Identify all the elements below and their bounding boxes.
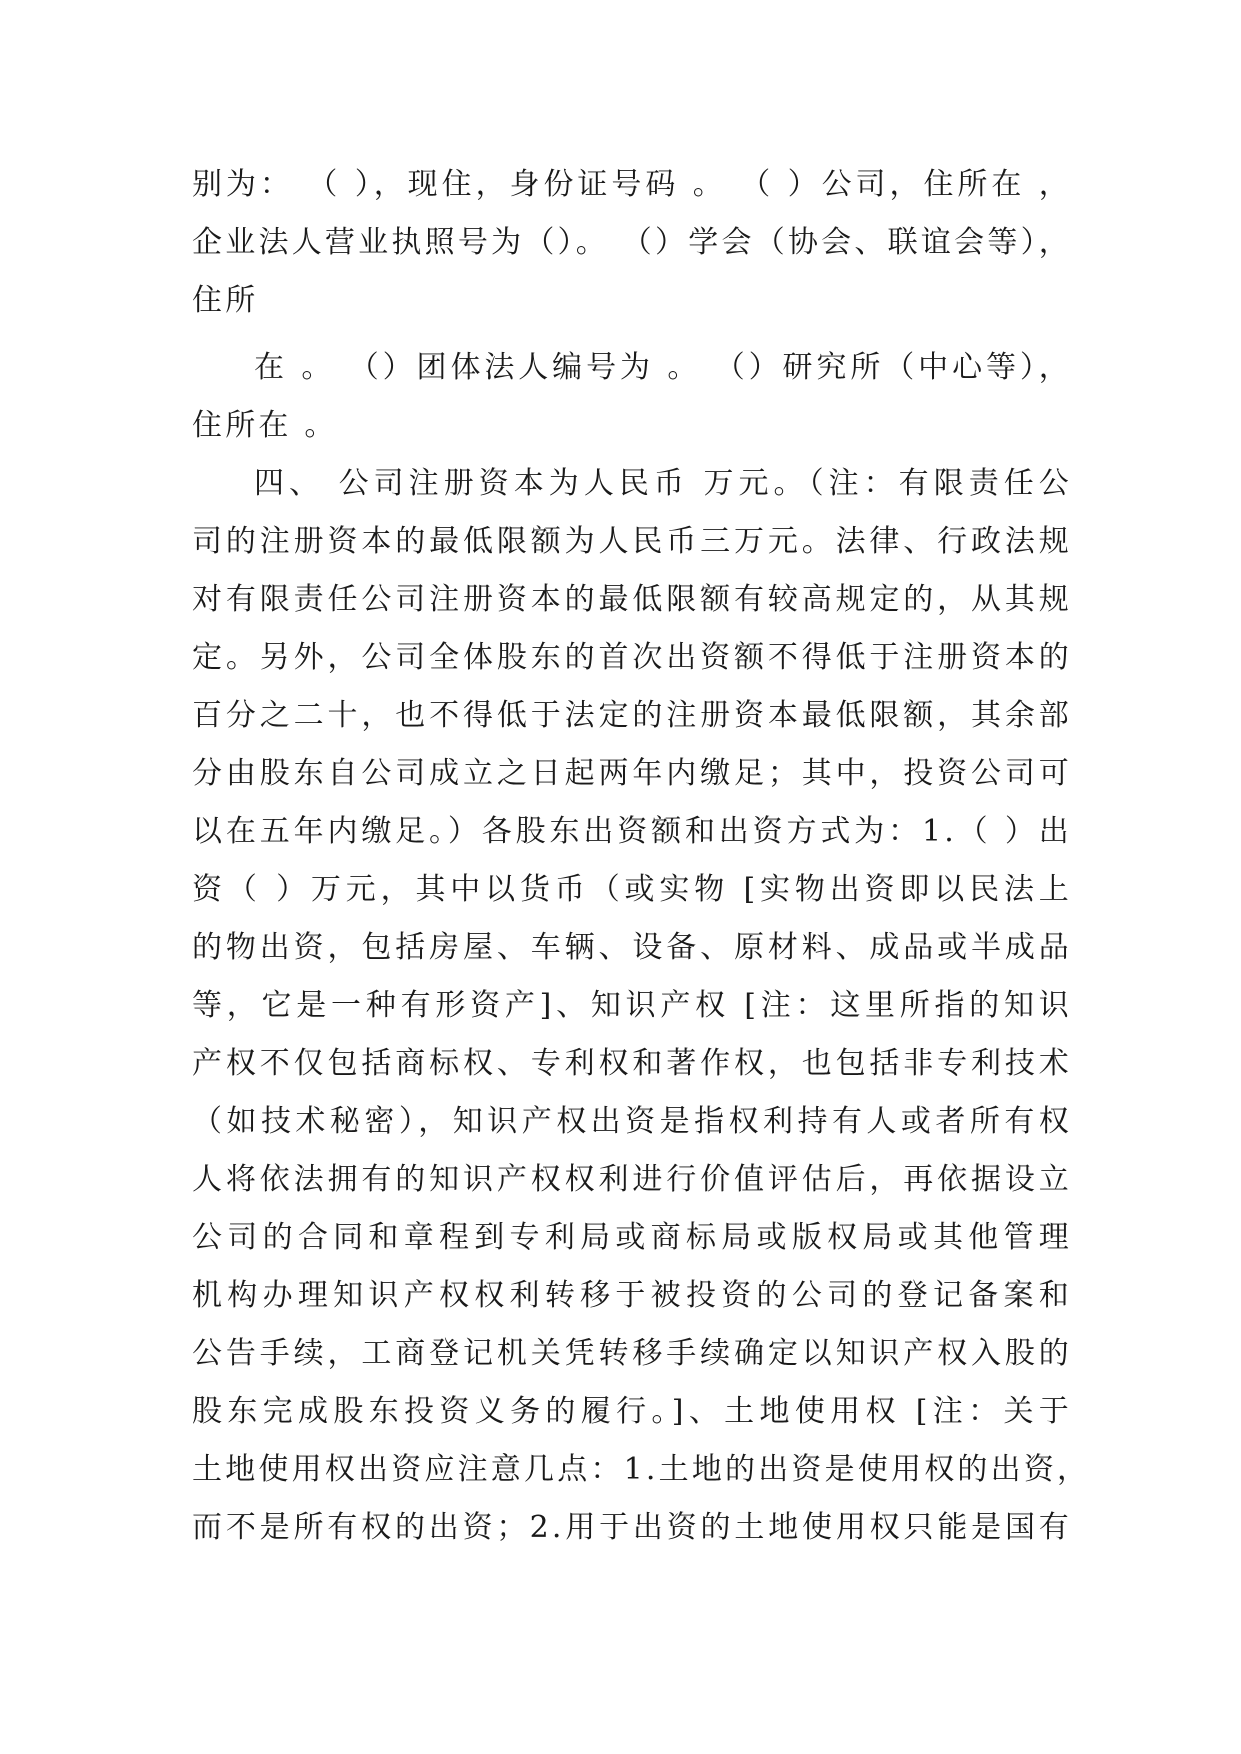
text-line: 在 。 （）团体法人编号为 。 （）研究所（中心等）， [254,350,1072,385]
text-line: 等，它是一种有形资产]、知识产权 [注：这里所指的知识 [192,988,1072,1023]
text-line: 司的注册资本的最低限额为人民币三万元。法律、行政法规 [192,524,1072,559]
text-line: 企业法人营业执照号为（）。 （）学会（协会、联谊会等）， [192,225,1072,260]
text-line: 住所 [192,283,259,318]
text-line: 对有限责任公司注册资本的最低限额有较高规定的，从其规 [192,582,1072,617]
text-line: 四、 公司注册资本为人民币 万元。（注：有限责任公 [254,466,1072,501]
text-line: 土地使用权出资应注意几点：1.土地的出资是使用权的出资， [192,1452,1091,1487]
text-line: 别为： （ ），现住，身份证号码 。 （ ）公司，住所在 ， [192,167,1072,202]
text-line: 公司的合同和章程到专利局或商标局或版权局或其他管理 [192,1220,1072,1255]
text-line: 分由股东自公司成立之日起两年内缴足；其中，投资公司可 [192,756,1072,791]
text-line: 机构办理知识产权权利转移于被投资的公司的登记备案和 [192,1278,1072,1313]
text-line: 以在五年内缴足。）各股东出资额和出资方式为：1.（ ）出 [192,814,1072,849]
text-line: 百分之二十，也不得低于法定的注册资本最低限额，其余部 [192,698,1072,733]
text-line: 的物出资，包括房屋、车辆、设备、原材料、成品或半成品 [192,930,1072,965]
text-line: 公告手续，工商登记机关凭转移手续确定以知识产权入股的 [192,1336,1072,1371]
text-line: 产权不仅包括商标权、专利权和著作权，也包括非专利技术 [192,1046,1072,1081]
text-line: （如技术秘密），知识产权出资是指权利持有人或者所有权 [192,1104,1072,1139]
text-line: 而不是所有权的出资；2.用于出资的土地使用权只能是国有 [192,1510,1072,1545]
text-line: 人将依法拥有的知识产权权利进行价值评估后，再依据设立 [192,1162,1072,1197]
text-line: 住所在 。 [192,408,338,443]
text-line: 资（ ）万元，其中以货币（或实物 [实物出资即以民法上 [192,872,1072,907]
text-line: 股东完成股东投资义务的履行。]、土地使用权 [注：关于 [192,1394,1072,1429]
text-line: 定。另外，公司全体股东的首次出资额不得低于注册资本的 [192,640,1072,675]
